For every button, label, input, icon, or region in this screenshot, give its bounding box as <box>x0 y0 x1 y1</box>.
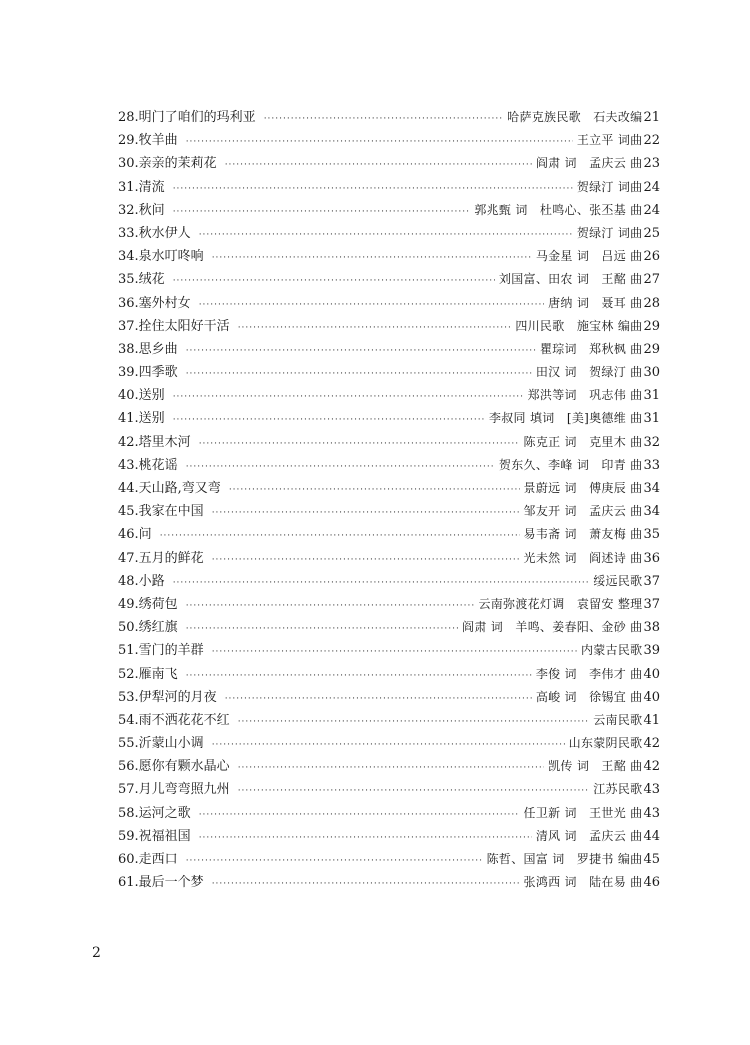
toc-entry-credits: 云南弥渡花灯调 袁留安 整理 <box>478 596 643 611</box>
toc-entry-page: 21 <box>643 110 660 125</box>
toc-entry <box>118 802 660 825</box>
toc-entry-credits: 阎肃 词 孟庆云 曲 <box>535 156 643 171</box>
toc-entry-credits: 邹友开 词 孟庆云 曲 <box>523 504 643 519</box>
toc-entry-credits: 易韦斋 词 萧友梅 曲 <box>523 527 643 542</box>
dot-leader <box>186 850 483 873</box>
toc-entry <box>118 709 660 732</box>
dot-leader <box>186 363 532 386</box>
toc-entry-title: 44.天山路,弯又弯 <box>118 481 221 496</box>
toc-entry-credits: 景蔚远 词 傅庚辰 曲 <box>523 481 643 495</box>
toc-entry-title: 61.最后一个梦 <box>118 875 204 891</box>
toc-entry-page: 36 <box>643 550 660 566</box>
toc-entry-title: 36.塞外村女 <box>118 295 191 311</box>
dot-leader <box>186 665 532 688</box>
toc-entry <box>118 407 660 430</box>
toc-entry-page: 46 <box>643 875 660 891</box>
toc-entry-title: 42.塔里木河 <box>118 434 191 450</box>
toc-entry-title: 51.雪门的羊群 <box>118 643 204 659</box>
dot-leader <box>238 317 512 340</box>
toc-entry <box>118 431 660 454</box>
dot-leader <box>186 340 536 363</box>
toc-entry-page: 23 <box>643 156 660 172</box>
toc-entry-credits: 内蒙古民歌 <box>580 643 643 658</box>
toc-entry-page: 37 <box>643 596 660 612</box>
toc-entry-credits: 贺绿汀 词曲 <box>576 225 643 240</box>
dot-leader <box>225 154 532 177</box>
toc-entry <box>118 523 660 546</box>
dot-leader <box>186 595 475 618</box>
dot-leader <box>212 873 520 896</box>
toc-entry <box>118 129 660 152</box>
dot-leader <box>199 804 520 827</box>
toc-entry-title: 37.拴住太阳好干活 <box>118 318 230 334</box>
dot-leader <box>173 572 590 595</box>
toc-entry-credits: 陈克正 词 克里木 曲 <box>523 434 643 449</box>
toc-entry-credits: 田汉 词 贺绿汀 曲 <box>535 365 643 380</box>
dot-leader <box>173 178 573 201</box>
toc-entry <box>118 593 660 616</box>
dot-leader <box>186 456 495 479</box>
dot-leader <box>186 131 573 154</box>
toc-entry-title: 38.思乡曲 <box>118 341 178 357</box>
toc-entry-credits: 刘国富、田农 词 王酩 曲 <box>498 272 643 287</box>
toc-entry-credits: 阎肃 词 羊鸣、姜春阳、金砂 曲 <box>462 620 643 635</box>
toc-entry <box>118 686 660 709</box>
toc-entry <box>118 152 660 175</box>
toc-entry <box>118 477 660 500</box>
toc-entry-page: 31 <box>643 388 660 404</box>
toc-entry-title: 60.走西口 <box>118 852 178 867</box>
dot-leader <box>212 247 532 270</box>
toc-entry <box>118 268 660 291</box>
toc-entry <box>118 454 660 477</box>
toc-entry <box>118 245 660 268</box>
toc-entry-credits: 马金星 词 吕远 曲 <box>535 249 643 264</box>
toc-entry-title: 30.亲亲的茉莉花 <box>118 156 217 172</box>
toc-entry <box>118 338 660 361</box>
toc-entry-title: 41.送别 <box>118 411 165 427</box>
toc-entry-title: 59.祝福祖国 <box>118 828 191 844</box>
toc-entry-page: 31 <box>643 411 660 427</box>
dot-leader <box>212 502 520 525</box>
dot-leader <box>238 757 544 780</box>
toc-entry <box>118 361 660 384</box>
toc-entry <box>118 315 660 338</box>
toc-entry-page: 43 <box>643 782 660 798</box>
toc-entry <box>118 755 660 778</box>
toc-entry-credits: 贺东久、李峰 词 印青 曲 <box>498 457 643 472</box>
dot-leader <box>186 618 458 641</box>
toc-entry-credits: 王立平 词曲 <box>576 133 643 148</box>
dot-leader <box>264 108 503 131</box>
toc-entry-credits: 清风 词 孟庆云 曲 <box>535 828 643 843</box>
toc-entry-page: 26 <box>643 249 660 265</box>
toc-entry <box>118 176 660 199</box>
toc-entry-credits: 瞿琮词 郑秋枫 曲 <box>539 341 643 356</box>
toc-entry-title: 39.四季歌 <box>118 365 178 381</box>
toc-entry-page: 32 <box>643 434 660 450</box>
toc-entry-page: 42 <box>643 759 660 775</box>
toc-entry <box>118 547 660 570</box>
toc-entry-page: 29 <box>643 318 660 334</box>
toc-entry <box>118 825 660 848</box>
toc-entry-page: 34 <box>643 481 660 496</box>
toc-entry-page: 22 <box>643 133 660 149</box>
toc-entry-page: 38 <box>643 620 660 636</box>
toc-entry-credits: 绥远民歌 <box>593 573 643 588</box>
toc-entry-title: 28.明门了咱们的玛利亚 <box>118 110 256 125</box>
toc-entry-credits: 郑洪等词 巩志伟 曲 <box>527 388 643 403</box>
dot-leader <box>160 525 520 548</box>
toc-entry-page: 40 <box>643 689 660 705</box>
toc-entry-credits: 凯传 词 王酩 曲 <box>548 759 643 774</box>
toc-entry <box>118 663 660 686</box>
toc-entry-title: 48.小路 <box>118 573 165 589</box>
toc-entry-page: 34 <box>643 504 660 520</box>
toc-entry-credits: 光未然 词 阎述诗 曲 <box>523 550 643 565</box>
toc-entry-page: 24 <box>643 202 660 218</box>
toc-entry <box>118 778 660 801</box>
toc-entry-page: 33 <box>643 457 660 473</box>
toc-entry <box>118 871 660 894</box>
dot-leader <box>199 827 532 850</box>
toc-entry-credits: 张鸿西 词 陆在易 曲 <box>523 875 643 890</box>
dot-leader <box>173 386 524 409</box>
toc-entry-title: 52.雁南飞 <box>118 666 178 682</box>
toc-entry-title: 35.绒花 <box>118 272 165 288</box>
dot-leader <box>212 734 565 757</box>
toc-entry-title: 33.秋水伊人 <box>118 225 191 241</box>
toc-entry-credits: 李俊 词 李伟才 曲 <box>535 666 643 681</box>
toc-entry-title: 29.牧羊曲 <box>118 133 178 149</box>
toc-entry <box>118 199 660 222</box>
dot-leader <box>199 224 573 247</box>
toc-entry <box>118 500 660 523</box>
toc-entry-credits: 高峻 词 徐锡宜 曲 <box>535 689 643 704</box>
toc-entry-page: 27 <box>643 272 660 288</box>
toc-entry-credits: 哈萨克族民歌 石夫改编 <box>507 110 643 124</box>
toc-entry <box>118 732 660 755</box>
toc-entry-credits: 任卫新 词 王世光 曲 <box>523 805 643 820</box>
toc-entry-page: 28 <box>643 295 660 311</box>
dot-leader <box>212 549 520 572</box>
dot-leader <box>238 711 590 734</box>
toc-entry-page: 29 <box>643 341 660 357</box>
toc-entry <box>118 384 660 407</box>
toc-entry <box>118 292 660 315</box>
toc-entry-page: 37 <box>643 573 660 589</box>
toc-entry-credits: 陈哲、国富 词 罗捷书 编曲 <box>486 852 643 866</box>
toc-entry-title: 58.运河之歌 <box>118 805 191 821</box>
toc-entry <box>118 106 660 129</box>
toc-entry-title: 57.月儿弯弯照九州 <box>118 782 230 798</box>
toc-entry <box>118 616 660 639</box>
dot-leader <box>212 641 577 664</box>
toc-entry-credits: 四川民歌 施宝林 编曲 <box>515 318 643 333</box>
toc-entry <box>118 570 660 593</box>
toc-entry-title: 56.愿你有颗水晶心 <box>118 759 230 775</box>
toc-entry-credits: 贺绿汀 词曲 <box>576 179 643 194</box>
page-number: 2 <box>92 945 101 961</box>
toc-entry-title: 32.秋问 <box>118 202 165 218</box>
toc-entry-title: 31.清流 <box>118 179 165 195</box>
dot-leader <box>225 688 532 711</box>
toc-entry-title: 55.沂蒙山小调 <box>118 736 204 752</box>
dot-leader <box>229 479 520 502</box>
dot-leader <box>199 294 544 317</box>
dot-leader <box>199 433 520 456</box>
toc-entry <box>118 222 660 245</box>
toc-entry-credits: 山东蒙阴民歌 <box>568 736 643 751</box>
toc-entry-page: 40 <box>643 666 660 682</box>
toc-entry-credits: 江苏民歌 <box>593 782 643 797</box>
toc-entry-title: 46.问 <box>118 527 152 543</box>
toc-entry-title: 53.伊犁河的月夜 <box>118 689 217 705</box>
toc-entry-credits: 云南民歌 <box>593 712 643 727</box>
toc-entry-page: 30 <box>643 365 660 381</box>
dot-leader <box>238 780 590 803</box>
dot-leader <box>173 270 495 293</box>
toc-entry-page: 45 <box>643 852 660 867</box>
toc-entry-page: 41 <box>643 712 660 728</box>
toc-entry-title: 40.送别 <box>118 388 165 404</box>
toc-entry-title: 34.泉水叮咚响 <box>118 249 204 265</box>
table-of-contents <box>118 106 660 894</box>
toc-entry-page: 35 <box>643 527 660 543</box>
toc-entry-page: 43 <box>643 805 660 821</box>
toc-entry-title: 43.桃花谣 <box>118 457 178 473</box>
toc-entry-credits: 郭兆甄 词 杜鸣心、张丕基 曲 <box>474 202 643 217</box>
dot-leader <box>173 409 485 432</box>
toc-entry-credits: 李叔同 填词 [美]奥德维 曲 <box>488 411 643 426</box>
toc-entry <box>118 639 660 662</box>
toc-entry-page: 24 <box>643 179 660 195</box>
toc-entry-title: 54.雨不洒花花不红 <box>118 712 230 728</box>
toc-entry-page: 42 <box>643 736 660 752</box>
dot-leader <box>173 201 471 224</box>
toc-entry-page: 44 <box>643 828 660 844</box>
toc-entry-credits: 唐纳 词 聂耳 曲 <box>548 295 643 310</box>
toc-entry-title: 50.绣红旗 <box>118 620 178 636</box>
toc-entry-title: 49.绣荷包 <box>118 596 178 612</box>
toc-entry <box>118 848 660 871</box>
toc-entry-page: 25 <box>643 225 660 241</box>
toc-entry-title: 47.五月的鲜花 <box>118 550 204 566</box>
toc-entry-title: 45.我家在中国 <box>118 504 204 520</box>
toc-entry-page: 39 <box>643 643 660 659</box>
